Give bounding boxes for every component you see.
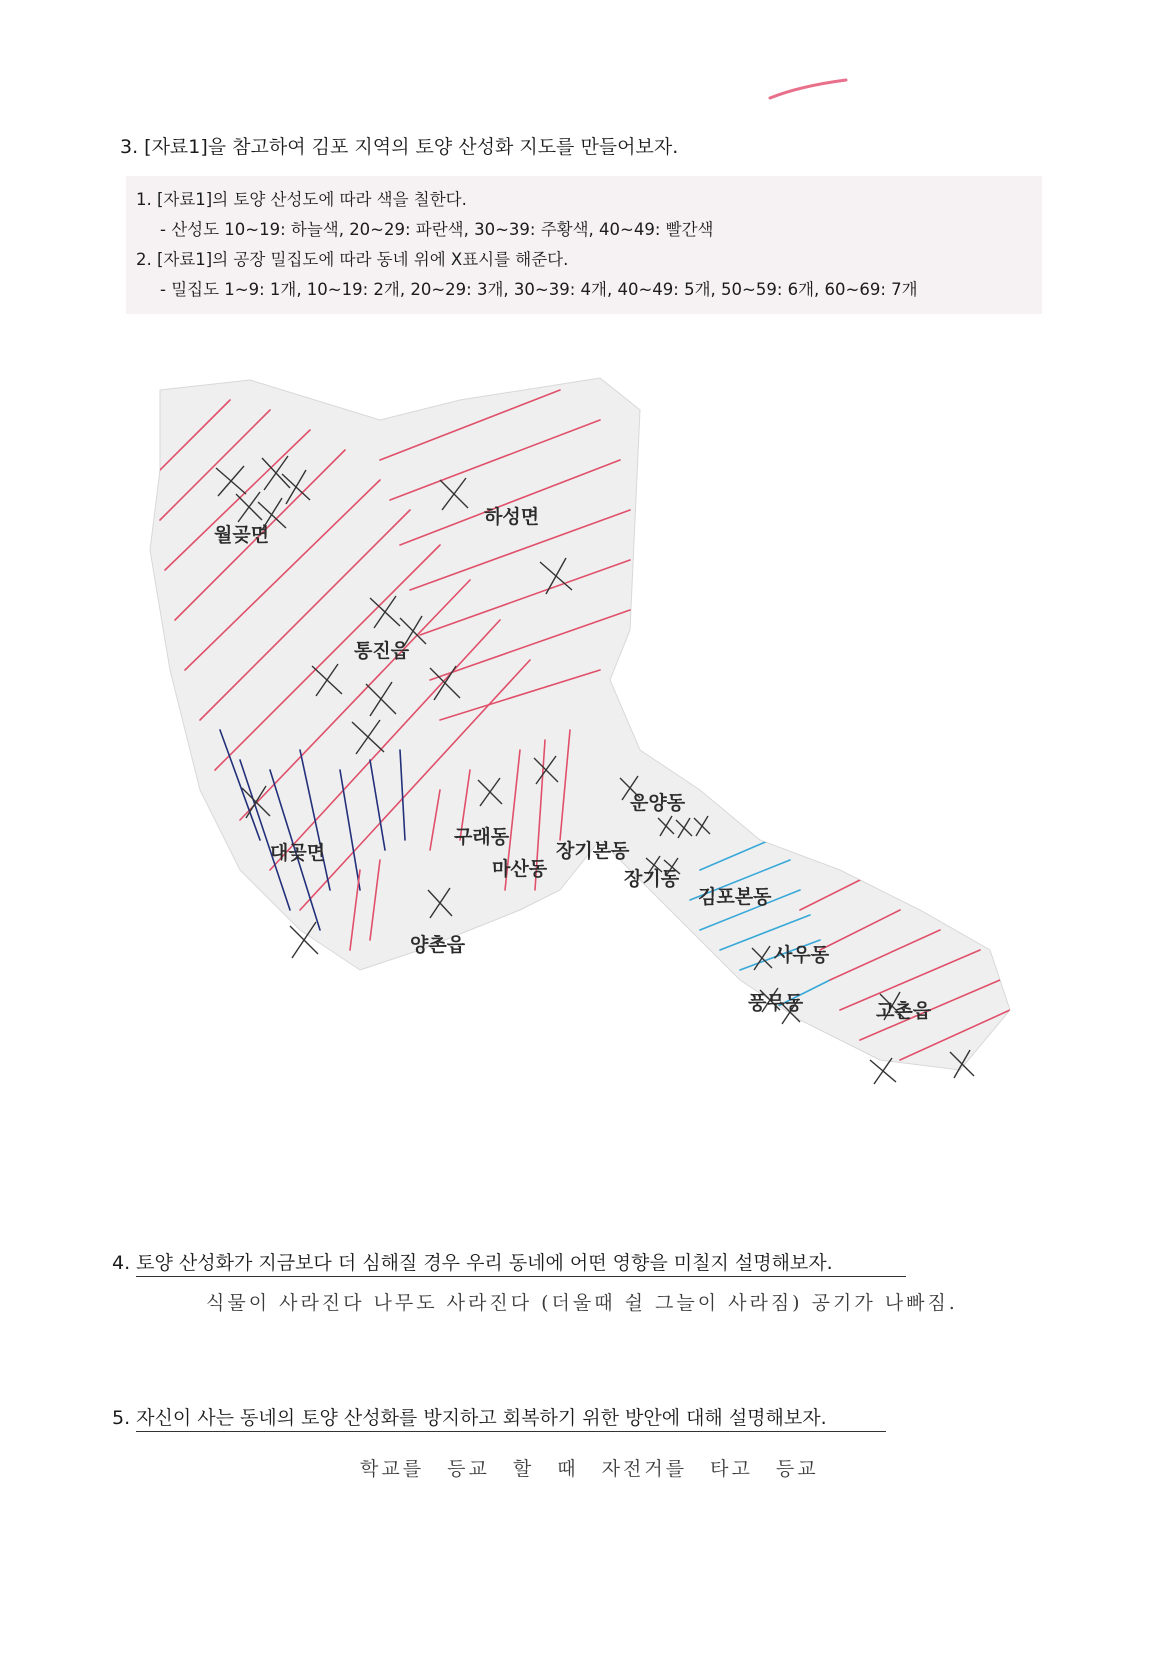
region-label-janggibon: 장기본동: [556, 840, 630, 862]
underline: [136, 1276, 906, 1277]
region-label-wolgot: 월곶면: [214, 524, 270, 546]
pen-mark: [0, 0, 1170, 120]
gimpo-acidity-map: [0, 370, 1170, 1160]
region-label-unyang: 운양동: [630, 792, 686, 814]
region-label-sau: 사우동: [774, 944, 830, 966]
underline: [136, 1431, 886, 1432]
question-3-title: 3. [자료1]을 참고하여 김포 지역의 토양 산성화 지도를 만들어보자.: [120, 136, 679, 158]
region-label-gimpobon: 김포본동: [698, 886, 772, 908]
answer-4[interactable]: 식물이 사라진다 나무도 사라진다 (더울때 쉴 그늘이 사라짐) 공기가 나빠짐.: [206, 1292, 958, 1314]
region-label-gurae: 구래동: [454, 826, 510, 848]
region-label-haseong: 하성면: [484, 506, 540, 528]
region-label-masan: 마산동: [492, 858, 548, 880]
region-label-tongjin: 통진읍: [354, 640, 410, 662]
region-label-gochon: 고촌읍: [876, 1000, 932, 1022]
question-5-title: 5. 자신이 사는 동네의 토양 산성화를 방지하고 회복하기 위한 방안에 대해 설명해보자.: [112, 1407, 827, 1429]
instruction-step-1-detail: - 산성도 10~19: 하늘색, 20~29: 파란색, 30~39: 주황색, 40~49: 빨간색: [160, 220, 714, 239]
instructions-box: [126, 176, 1042, 314]
region-label-janggi: 장기동: [624, 868, 680, 890]
instruction-step-2-detail: - 밀집도 1~9: 1개, 10~19: 2개, 20~29: 3개, 30~39: 4개, 40~49: 5개, 50~59: 6개, 60~69: 7개: [160, 280, 918, 299]
instruction-step-1: 1. [자료1]의 토양 산성도에 따라 색을 칠한다.: [136, 190, 467, 209]
land-shape: [150, 378, 1010, 1070]
answer-5[interactable]: 학교를 등교 할 때 자전거를 타고 등교: [360, 1458, 819, 1480]
region-label-daegot: 대곶면: [270, 842, 326, 864]
region-label-pungmu: 풍무동: [748, 992, 804, 1014]
map-drawing: [0, 370, 1170, 1160]
instruction-step-2: 2. [자료1]의 공장 밀집도에 따라 동네 위에 X표시를 해준다.: [136, 250, 569, 269]
question-4-title: 4. 토양 산성화가 지금보다 더 심해질 경우 우리 동네에 어떤 영향을 미칠지 설명해보자.: [112, 1252, 833, 1274]
region-label-yangchon: 양촌읍: [410, 934, 466, 956]
